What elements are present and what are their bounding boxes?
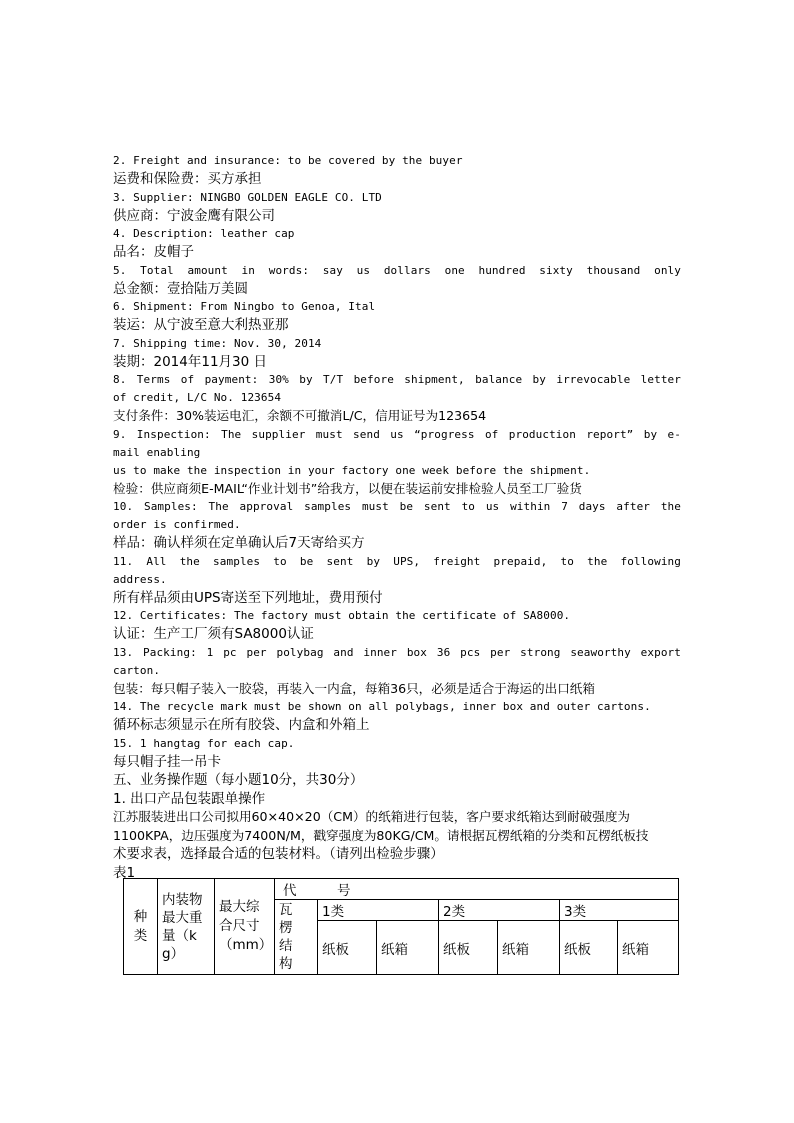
text-line: 装运：从宁波至意大利热亚那 (113, 317, 289, 333)
text-line: 9. Inspection: The supplier must send us “progress of production report” by e- (113, 427, 681, 441)
text-line: 支付条件：30%装运电汇，余额不可撤消L/C，信用证号为123654 (113, 408, 487, 423)
text-line: 品名：皮帽子 (113, 244, 194, 260)
text-line: of credit, L/C No. 123654 (113, 391, 282, 404)
text-line: 2. Freight and insurance: to be covered by the buyer (113, 154, 463, 167)
text-line: 15. 1 hangtag for each cap. (113, 736, 295, 750)
header-class1: 1类 (318, 900, 439, 921)
text-line: address. (113, 572, 167, 586)
text-line: 五、业务操作题（每小题10分，共30分） (113, 772, 364, 788)
text-line: 10. Samples: The approval samples must be sent to us within 7 days after the (113, 500, 681, 513)
text-line: 12. Certificates: The factory must obtain the certificate of SA8000. (113, 609, 571, 622)
text-line: order is confirmed. (113, 518, 241, 531)
text-line: 术要求表，选择最合适的包装材料。（请列出检验步骤） (113, 846, 444, 862)
text-line: 4. Description: leather cap (113, 227, 295, 240)
text-line: 包装：每只帽子装入一胶袋，再装入一内盒，每箱36只，必须是适合于海运的出口纸箱 (113, 680, 595, 696)
text-line: 6. Shipment: From Ningbo to Genoa, Ital (113, 300, 376, 313)
header-kind: 种类 (124, 879, 158, 975)
header-box: 纸箱 (377, 921, 439, 975)
text-line: 1100KPA，边压强度为7400N/M，戳穿强度为80KG/CM。请根据瓦楞纸箱的分类和瓦楞纸板技 (113, 827, 649, 843)
header-class2: 2类 (439, 900, 560, 921)
header-class3: 3类 (560, 900, 679, 921)
text-line: 3. Supplier: NINGBO GOLDEN EAGLE CO. LTD (113, 190, 382, 204)
text-line: carton. (113, 663, 161, 677)
header-board: 纸板 (439, 921, 498, 975)
text-line: 装期：2014年11月30 日 (113, 353, 268, 370)
text-line: us to make the inspection in your factory one week before the shipment. (113, 463, 591, 477)
text-line: 江苏服装进出口公司拟用60×40×20（CM）的纸箱进行包装，客户要求纸箱达到耐破强度为 (113, 809, 631, 824)
header-board: 纸板 (560, 921, 618, 975)
text-line: 供应商：宁波金鹰有限公司 (113, 207, 275, 224)
text-line: 5. Total amount in words: say us dollars one hundred sixty thousand only (113, 263, 681, 277)
document-body (113, 152, 681, 882)
text-line: 样品：确认样须在定单确认后7天寄给买方 (113, 535, 365, 551)
header-inner-weight: 内装物最大重量（kg） (158, 879, 215, 975)
text-line: 14. The recycle mark must be shown on all polybags, inner box and outer cartons. (113, 700, 651, 713)
text-line: 每只帽子挂一吊卡 (113, 753, 221, 770)
text-line: 7. Shipping time: Nov. 30, 2014 (113, 336, 322, 350)
header-flute: 瓦楞结构 (275, 900, 318, 975)
text-line: 8. Terms of payment: 30% by T/T before shipment, balance by irrevocable letter (113, 373, 681, 386)
header-box: 纸箱 (498, 921, 560, 975)
text-line: 检验：供应商须E-MAIL“作业计划书”给我方，以便在装运前安排检验人员至工厂验货 (113, 480, 582, 496)
text-line: mail enabling (113, 445, 201, 459)
spec-table (123, 878, 679, 975)
header-board: 纸板 (318, 921, 377, 975)
text-line: 所有样品须由UPS寄送至下列地址，费用预付 (113, 589, 383, 606)
text-line: 认证：生产工厂须有SA8000认证 (113, 626, 314, 642)
text-line: 1. 出口产品包装跟单操作 (113, 790, 266, 807)
header-box: 纸箱 (618, 921, 679, 975)
header-code: 代 号 (275, 879, 679, 900)
text-line: 循环标志须显示在所有胶袋、内盒和外箱上 (113, 717, 370, 733)
header-max-size: 最大综合尺寸（mm） (215, 879, 275, 975)
text-line: 表1 (113, 864, 136, 881)
text-line: 11. All the samples to be sent by UPS, freight prepaid, to the following (113, 554, 681, 568)
text-line: 13. Packing: 1 pc per polybag and inner box 36 pcs per strong seaworthy export (113, 645, 681, 659)
text-line: 总金额：壹拾陆万美圆 (113, 280, 248, 297)
text-line: 运费和保险费：买方承担 (113, 171, 262, 187)
